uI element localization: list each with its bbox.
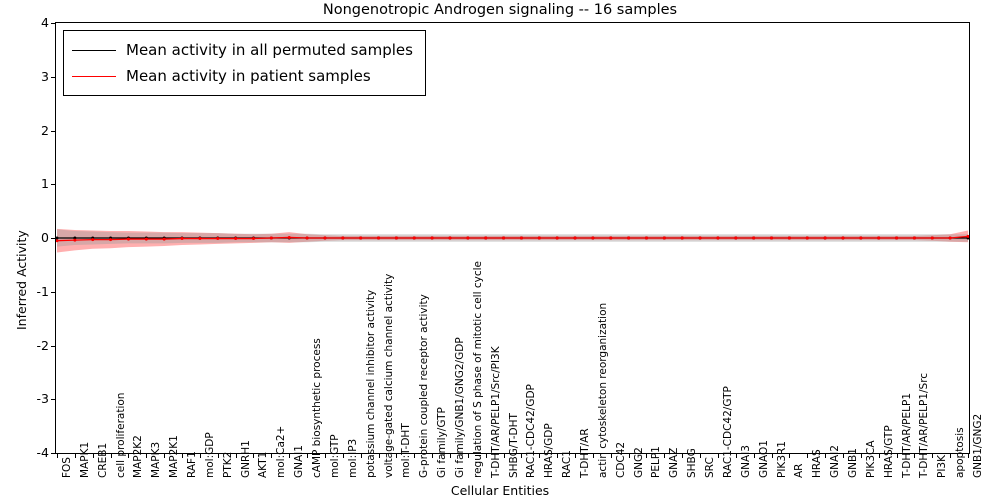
data-point — [895, 237, 898, 240]
x-tick-label: apoptosis — [954, 427, 967, 478]
data-point — [91, 238, 94, 241]
y-tick-mark — [51, 131, 55, 132]
y-tick-label: 4 — [41, 15, 49, 30]
x-tick-mark — [236, 454, 237, 458]
data-point — [645, 237, 648, 240]
x-tick-mark — [861, 454, 862, 458]
x-tick-mark — [807, 454, 808, 458]
data-point — [627, 237, 630, 240]
x-tick-mark — [593, 454, 594, 458]
x-tick-label: HRAS/GTP — [882, 425, 895, 478]
x-tick-mark — [521, 454, 522, 458]
x-tick-label: MAPK3 — [150, 441, 163, 478]
x-tick-label: AR — [793, 463, 806, 478]
y-tick-label: 3 — [41, 68, 49, 84]
data-point — [681, 237, 684, 240]
x-tick-label: PELP1 — [650, 446, 663, 478]
data-point — [699, 237, 702, 240]
x-tick-mark — [646, 454, 647, 458]
x-tick-mark — [111, 454, 112, 458]
x-tick-mark — [289, 454, 290, 458]
x-tick-label: T-DHT/AR — [579, 428, 592, 478]
x-tick-label: mol:GTP — [328, 434, 341, 478]
x-tick-mark — [432, 454, 433, 458]
x-tick-label: cell proliferation — [114, 392, 127, 478]
data-point — [556, 237, 559, 240]
x-tick-mark — [200, 454, 201, 458]
x-tick-label: GNAO1 — [757, 440, 770, 478]
y-tick-label: -4 — [36, 445, 49, 460]
x-tick-mark — [700, 454, 701, 458]
x-tick-label: voltage-gated calcium channel activity — [382, 273, 395, 478]
data-point — [484, 237, 487, 240]
x-tick-mark — [682, 454, 683, 458]
x-tick-label: CDC42 — [614, 441, 627, 478]
x-tick-label: SHBG/T-DHT — [507, 413, 520, 478]
x-tick-mark — [218, 454, 219, 458]
x-tick-label: G-protein coupled receptor activity — [418, 294, 431, 478]
x-tick-mark — [450, 454, 451, 458]
x-tick-mark — [504, 454, 505, 458]
data-point — [663, 237, 666, 240]
data-point — [288, 236, 291, 239]
chart-legend — [63, 30, 426, 96]
x-tick-mark — [75, 454, 76, 458]
y-tick-mark — [51, 77, 55, 78]
legend-label-permuted: Mean activity in all permuted samples — [126, 41, 413, 59]
x-tick-mark — [950, 454, 951, 458]
data-point — [538, 237, 541, 240]
data-point — [806, 237, 809, 240]
x-tick-mark — [736, 454, 737, 458]
x-tick-mark — [557, 454, 558, 458]
x-tick-mark — [843, 454, 844, 458]
x-tick-mark — [57, 454, 58, 458]
data-point — [270, 237, 273, 240]
x-tick-label: MAPK1 — [78, 441, 91, 478]
x-tick-mark — [754, 454, 755, 458]
x-tick-mark — [468, 454, 469, 458]
data-point — [448, 237, 451, 240]
x-tick-label: PI3K — [936, 455, 949, 478]
data-point — [716, 237, 719, 240]
y-axis-label: Inferred Activity — [14, 230, 29, 330]
y-tick-mark — [51, 453, 55, 454]
data-point — [234, 237, 237, 240]
data-point — [949, 237, 952, 240]
x-tick-mark — [664, 454, 665, 458]
y-tick-label: -3 — [36, 391, 49, 407]
x-tick-label: SRC — [704, 457, 717, 478]
x-tick-mark — [772, 454, 773, 458]
x-tick-mark — [629, 454, 630, 458]
data-point — [466, 237, 469, 240]
x-tick-label: MAP2K2 — [132, 435, 145, 478]
data-point — [341, 237, 344, 240]
x-tick-label: mol:GDP — [203, 432, 216, 478]
data-point — [145, 238, 148, 241]
data-point — [574, 237, 577, 240]
x-tick-mark — [146, 454, 147, 458]
x-tick-label: GNAI1 — [293, 445, 306, 478]
data-point — [181, 237, 184, 240]
x-tick-mark — [968, 454, 969, 458]
data-point — [109, 238, 112, 241]
x-tick-mark — [879, 454, 880, 458]
x-tick-label: RAF1 — [186, 451, 199, 478]
data-point — [591, 237, 594, 240]
x-tick-label: HRAS — [811, 449, 824, 478]
x-tick-label: regulation of S phase of mitotic cell cycle — [471, 261, 484, 478]
data-point — [788, 237, 791, 240]
y-tick-label: 2 — [41, 122, 49, 138]
x-tick-label: GNAZ — [668, 447, 681, 478]
x-tick-label: GNRH1 — [239, 440, 252, 478]
x-tick-mark — [611, 454, 612, 458]
data-point — [323, 237, 326, 240]
x-tick-mark — [325, 454, 326, 458]
x-axis-label: Cellular Entities — [450, 483, 550, 498]
x-tick-label: GNB1/GNG2 — [972, 413, 984, 478]
x-tick-mark — [128, 454, 129, 458]
x-tick-mark — [361, 454, 362, 458]
x-tick-mark — [379, 454, 380, 458]
y-tick-label: 0 — [41, 230, 49, 245]
x-tick-mark — [897, 454, 898, 458]
x-tick-mark — [486, 454, 487, 458]
y-tick-label: 1 — [41, 176, 49, 192]
x-tick-label: actin cytoskeleton reorganization — [596, 302, 609, 478]
data-point — [73, 239, 76, 242]
x-tick-mark — [93, 454, 94, 458]
data-point — [931, 237, 934, 240]
x-tick-label: GNAI3 — [739, 445, 752, 478]
x-tick-label: PIK3CA — [864, 440, 877, 478]
x-tick-mark — [271, 454, 272, 458]
x-tick-label: MAP2K1 — [168, 435, 181, 478]
data-point — [752, 237, 755, 240]
x-tick-label: mol:Ca2+ — [275, 425, 288, 478]
x-tick-label: mol:IP3 — [346, 438, 359, 478]
data-point — [413, 237, 416, 240]
data-point — [609, 237, 612, 240]
data-point — [395, 237, 398, 240]
x-tick-mark — [343, 454, 344, 458]
x-tick-label: RAC1-CDC42/GDP — [525, 384, 538, 478]
x-tick-label: GNG2 — [632, 447, 645, 478]
legend-item — [72, 37, 413, 63]
x-tick-label: T-DHT/AR/PELP1 — [900, 392, 913, 478]
x-tick-mark — [932, 454, 933, 458]
x-tick-label: RAC1 — [561, 450, 574, 478]
data-point — [163, 238, 166, 241]
x-tick-label: mol:T-DHT — [400, 423, 413, 478]
chart-title: Nongenotropic Androgen signaling -- 16 samples — [322, 2, 678, 18]
data-point — [377, 237, 380, 240]
y-tick-mark — [51, 23, 55, 24]
data-point — [877, 237, 880, 240]
data-point — [734, 237, 737, 240]
x-tick-label: AKT1 — [257, 451, 270, 478]
data-point — [216, 237, 219, 240]
x-tick-label: GNAI2 — [829, 445, 842, 478]
x-tick-label: RAC1-CDC42/GTP — [721, 386, 734, 478]
x-tick-mark — [253, 454, 254, 458]
x-tick-mark — [307, 454, 308, 458]
x-tick-label: PTK2 — [221, 451, 234, 478]
y-tick-mark — [51, 238, 55, 239]
x-tick-label: potassium channel inhibitor activity — [364, 289, 377, 478]
legend-swatch-patient — [72, 76, 116, 77]
y-tick-mark — [51, 184, 55, 185]
data-point — [502, 237, 505, 240]
x-tick-label: Gi family/GNB1/GNG2/GDP — [453, 337, 466, 478]
y-tick-mark — [51, 399, 55, 400]
x-tick-label: HRAS/GDP — [543, 423, 556, 478]
x-tick-label: cAMP biosynthetic process — [311, 338, 324, 478]
x-tick-label: CREB1 — [96, 442, 109, 478]
y-tick-mark — [51, 346, 55, 347]
x-tick-mark — [718, 454, 719, 458]
x-tick-label: T-DHT/AR/PELP1/Src/PI3K — [489, 346, 502, 478]
legend-item — [72, 63, 413, 89]
data-point — [824, 237, 827, 240]
legend-swatch-permuted — [72, 50, 116, 51]
data-point — [431, 237, 434, 240]
legend-label-patient: Mean activity in patient samples — [126, 67, 371, 85]
data-point — [859, 237, 862, 240]
data-point — [770, 237, 773, 240]
y-tick-mark — [51, 292, 55, 293]
x-tick-label: T-DHT/AR/PELP1/Src — [918, 372, 931, 478]
x-tick-mark — [539, 454, 540, 458]
x-tick-label: PIK3R1 — [775, 441, 788, 478]
x-tick-mark — [182, 454, 183, 458]
x-tick-mark — [164, 454, 165, 458]
y-tick-label: -1 — [36, 283, 49, 299]
x-tick-mark — [575, 454, 576, 458]
data-point — [252, 237, 255, 240]
x-tick-mark — [396, 454, 397, 458]
x-tick-mark — [414, 454, 415, 458]
x-tick-mark — [914, 454, 915, 458]
data-point — [359, 237, 362, 240]
data-point — [127, 238, 130, 241]
y-tick-label: -2 — [36, 337, 49, 353]
x-tick-label: SHBG — [686, 448, 699, 478]
x-tick-label: Gi family/GTP — [436, 407, 449, 478]
data-point — [198, 237, 201, 240]
data-point — [306, 237, 309, 240]
x-tick-mark — [789, 454, 790, 458]
x-tick-mark — [825, 454, 826, 458]
x-tick-label: GNB1 — [846, 448, 859, 478]
data-point — [841, 237, 844, 240]
data-point — [520, 237, 523, 240]
data-point — [913, 237, 916, 240]
x-tick-label: FOS — [61, 457, 73, 478]
